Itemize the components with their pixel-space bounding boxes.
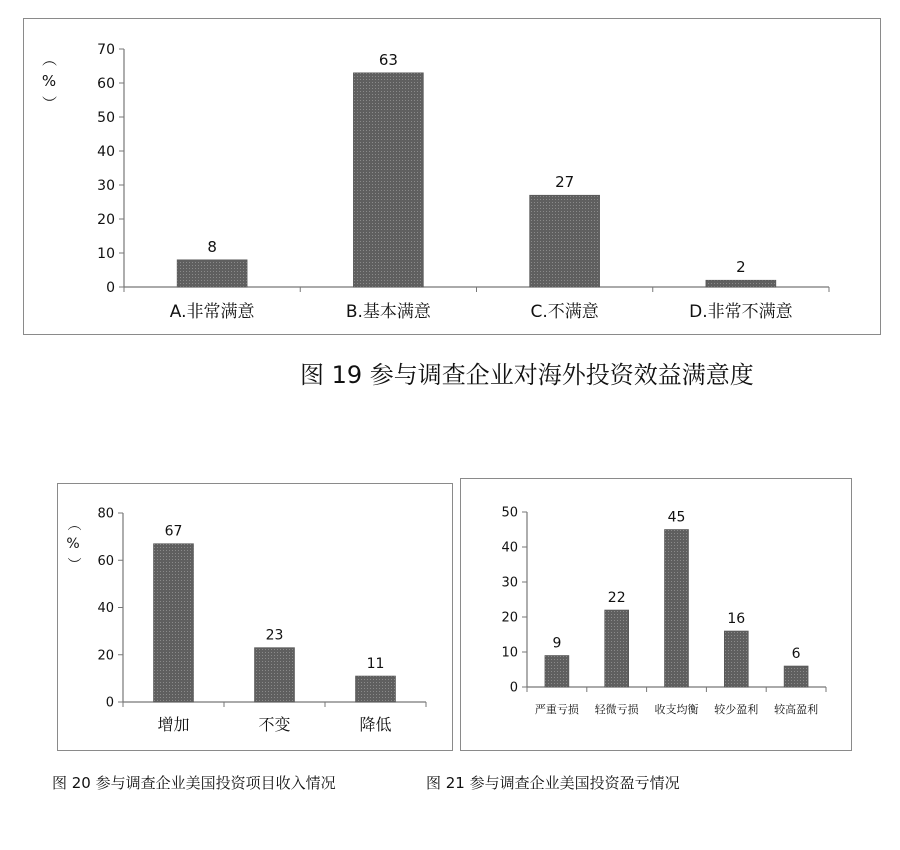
y-tick-label: 30 bbox=[501, 575, 518, 591]
y-axis-label: （ bbox=[40, 51, 58, 67]
y-tick-label: 0 bbox=[106, 280, 115, 297]
y-tick-label: 50 bbox=[501, 505, 518, 521]
x-category-label: 较高盈利 bbox=[774, 703, 819, 716]
caption-fig19: 图 19 参与调查企业对海外投资效益满意度 bbox=[300, 361, 754, 389]
y-tick-label: 80 bbox=[97, 506, 114, 522]
bar-value-label: 16 bbox=[727, 611, 746, 627]
y-tick-label: 60 bbox=[97, 76, 115, 93]
chart-fig20 bbox=[58, 484, 454, 752]
y-tick-label: 30 bbox=[97, 178, 115, 195]
x-category-label: 收支均衡 bbox=[654, 703, 699, 716]
y-tick-label: 70 bbox=[97, 42, 115, 59]
bar-value-label: 67 bbox=[164, 523, 183, 540]
bar bbox=[665, 530, 689, 688]
x-category-label: D.非常不满意 bbox=[689, 302, 793, 322]
x-category-label: B.基本满意 bbox=[345, 302, 431, 322]
bar bbox=[784, 666, 808, 687]
bar-value-label: 2 bbox=[736, 258, 746, 277]
y-tick-label: 20 bbox=[97, 648, 114, 664]
bar bbox=[356, 676, 396, 702]
y-axis-label: % bbox=[66, 536, 80, 552]
x-category-label: C.不满意 bbox=[530, 302, 599, 322]
chart-fig19 bbox=[24, 19, 882, 336]
chart-panel-fig21 bbox=[460, 478, 852, 751]
bar bbox=[255, 648, 295, 702]
x-category-label: 较少盈利 bbox=[714, 703, 759, 716]
chart-panel-fig20 bbox=[57, 483, 453, 751]
y-tick-label: 0 bbox=[105, 695, 114, 711]
y-tick-label: 40 bbox=[97, 144, 115, 161]
y-tick-label: 60 bbox=[97, 553, 114, 569]
caption-fig20: 图 20 参与调查企业美国投资项目收入情况 bbox=[52, 774, 336, 792]
bar-value-label: 23 bbox=[265, 627, 284, 644]
bar-value-label: 8 bbox=[207, 237, 217, 256]
bar bbox=[353, 73, 423, 287]
chart-fig21 bbox=[461, 479, 853, 752]
bar-value-label: 45 bbox=[667, 509, 686, 526]
bar bbox=[545, 656, 569, 688]
y-tick-label: 10 bbox=[97, 246, 115, 263]
bar bbox=[605, 610, 629, 687]
bar bbox=[154, 544, 194, 702]
bar bbox=[530, 195, 600, 287]
y-axis-label: ） bbox=[65, 557, 81, 571]
bar-value-label: 9 bbox=[552, 635, 562, 652]
bar bbox=[706, 280, 776, 287]
caption-fig21: 图 21 参与调查企业美国投资盈亏情况 bbox=[426, 774, 680, 792]
bar bbox=[724, 631, 748, 687]
bar bbox=[177, 260, 247, 287]
bar-value-label: 6 bbox=[791, 646, 801, 662]
x-category-label: 不变 bbox=[258, 715, 291, 734]
y-tick-label: 0 bbox=[509, 680, 518, 696]
bar-value-label: 63 bbox=[378, 50, 398, 69]
y-axis-label: ） bbox=[40, 95, 58, 111]
bar-value-label: 11 bbox=[366, 656, 385, 673]
x-category-label: 轻微亏损 bbox=[594, 703, 639, 716]
bar-value-label: 22 bbox=[607, 590, 626, 606]
x-category-label: A.非常满意 bbox=[169, 302, 255, 322]
x-category-label: 降低 bbox=[359, 715, 392, 734]
y-tick-label: 50 bbox=[97, 110, 115, 127]
x-category-label: 增加 bbox=[157, 715, 190, 734]
y-tick-label: 20 bbox=[501, 610, 518, 626]
y-axis-label: % bbox=[41, 72, 57, 90]
y-tick-label: 10 bbox=[501, 645, 518, 661]
chart-panel-fig19 bbox=[23, 18, 881, 335]
y-axis-label: （ bbox=[65, 517, 81, 531]
bar-value-label: 27 bbox=[555, 173, 575, 192]
y-tick-label: 40 bbox=[501, 540, 518, 556]
y-tick-label: 40 bbox=[97, 601, 114, 617]
y-tick-label: 20 bbox=[97, 212, 115, 229]
x-category-label: 严重亏损 bbox=[534, 703, 579, 716]
